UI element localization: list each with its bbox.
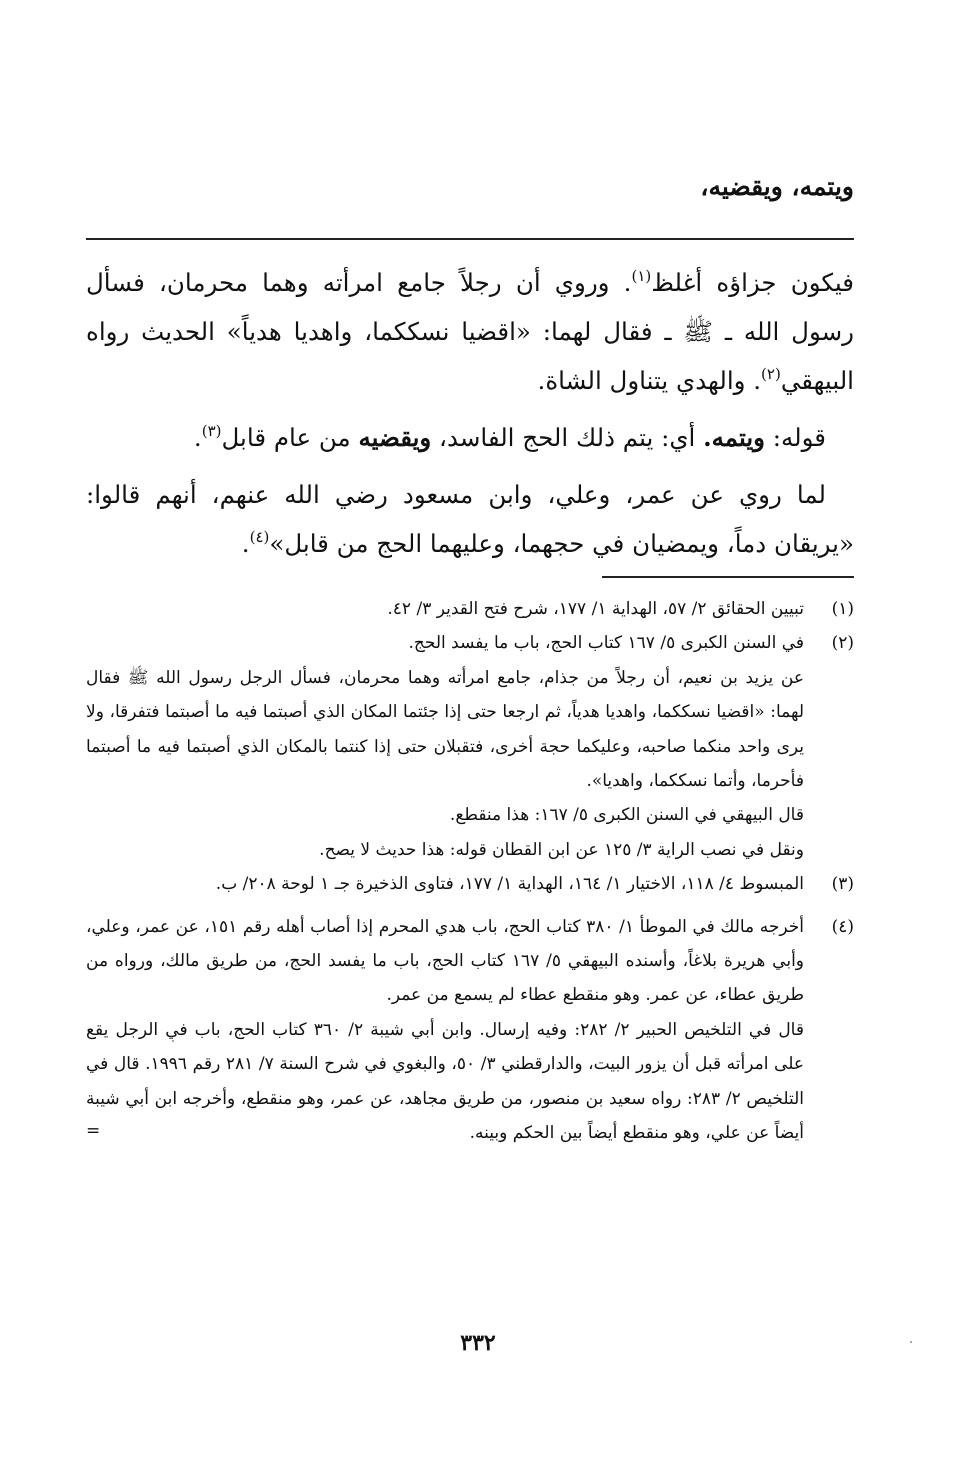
footnote-2 <box>86 626 854 867</box>
scan-speck <box>172 1040 174 1042</box>
footnote-ref-1[interactable]: (١) <box>631 267 652 285</box>
footnote-ref-3[interactable]: (٣) <box>201 422 222 440</box>
footnote-line: أخرجه مالك في الموطأ ١/ ٣٨٠ كتاب الحج، باب هدي المحرم إذا أصاب أهله رقم ١٥١، عن عمر، وعلي، وأبي هريرة بلاغاً، وأسنده البيهقي ٥/ ١٦٧ كتاب الحج، باب ما يفسد الحج، من طريق مالك، ورواه من طريق عطاء، عن عمر. وهو منقطع عطاء لم يسمع من عمر. <box>86 916 804 1006</box>
footnote-1 <box>86 592 854 626</box>
main-text <box>86 258 854 568</box>
footnote-number: (٢) <box>831 633 854 654</box>
paragraph-3: لما روي عن عمر، وعلي، وابن مسعود رضي الله عنهم، أنهم قالوا: «يريقان دماً، ويمضيان في حجهما، وعليهما الحج من قابل»$^{(٤)}$. <box>86 480 854 558</box>
footnote-rule <box>602 576 854 578</box>
running-header: ويتمه، ويقضيه، <box>700 172 854 201</box>
footnote-ref-4[interactable]: (٤) <box>249 528 270 546</box>
scan-speck <box>910 1341 912 1343</box>
bold-term: ويتمه. <box>703 423 765 452</box>
footnote-line: تبيين الحقائق ٢/ ٥٧، الهداية ١/ ١٧٧، شرح فتح القدير ٣/ ٤٢. <box>387 599 804 619</box>
footnote-number: (٤) <box>831 916 854 937</box>
continuation-mark: = <box>86 1121 101 1142</box>
footnote-line: عن يزيد بن نعيم، أن رجلاً من جذام، جامع امرأته وهما محرمان، فسأل الرجل رسول الله ﷺ فقال لهما: «اقضيا نسككما، واهديا هدياً، ثم ارجعا حتى إذا جئتما المكان الذي أصبتما فيه ما أصبتما فتفرقا، ولا يرى واحد منكما صاحبه، وعليكما حجة أخرى، فتقبلان حتى إذا كنتما بالمكان الذي أصبتما فيه ما أصبتما فأحرما، وأتما نسككما، واهديا». <box>86 667 804 792</box>
footnote-3 <box>86 867 854 901</box>
footnote-line: ونقل في نصب الراية ٣/ ١٢٥ عن ابن القطان قوله: هذا حديث لا يصح. <box>319 839 804 860</box>
footnote-ref-2[interactable]: (٢) <box>761 365 781 383</box>
page-number: ٣٣٢ <box>460 1330 496 1356</box>
footnote-line: قال في التلخيص الحبير ٢/ ٢٨٢: وفيه إرسال. وابن أبي شيبة ٢/ ٣٦٠ كتاب الحج، باب في الرجل يقع على امرأته قبل أن يزور البيت، والدارقطني ٣/ ٥٠، والبغوي في شرح السنة ٧/ ٢٨١ رقم ١٩٩٦. قال في التلخيص ٢/ ٢٨٣: رواه سعيد بن منصور، من طريق مجاهد، عن عمر، وهو منقطع، وأخرجه ابن أبي شيبة أيضاً عن علي، وهو منقطع أيضاً بين الحكم وبينه. <box>86 1019 804 1144</box>
footnote-line: في السنن الكبرى ٥/ ١٦٧ كتاب الحج، باب ما يفسد الحج. <box>408 633 804 654</box>
footnote-number: (٣) <box>831 874 854 895</box>
footnotes <box>86 592 854 1151</box>
footnote-line: المبسوط ٤/ ١١٨، الاختيار ١/ ١٦٤، الهداية ١/ ١٧٧، فتاوى الذخيرة جـ ١ لوحة ٢٠٨/ ب. <box>215 874 804 895</box>
header-rule <box>86 238 854 240</box>
bold-term: ويقضيه <box>358 423 432 452</box>
footnote-4 <box>86 910 854 1151</box>
paragraph-2: قوله: ويتمه. أي: يتم ذلك الحج الفاسد، ويقضيه من عام قابل$^{(٣)}$. <box>193 422 826 452</box>
paragraph-1: فيكون جزاؤه أغلظ$^{(١)}$. وروي أن رجلاً جامع امرأته وهما محرمان، فسأل رسول الله ـ ﷺ ـ فقال لهما: «اقضيا نسككما، واهديا هدياً» الحديث رواه البيهقي$^{(٢)}$. والهدي يتناول الشاة. <box>86 267 855 395</box>
footnote-number: (١) <box>831 599 854 619</box>
footnote-line: قال البيهقي في السنن الكبرى ٥/ ١٦٧: هذا منقطع. <box>449 805 804 826</box>
